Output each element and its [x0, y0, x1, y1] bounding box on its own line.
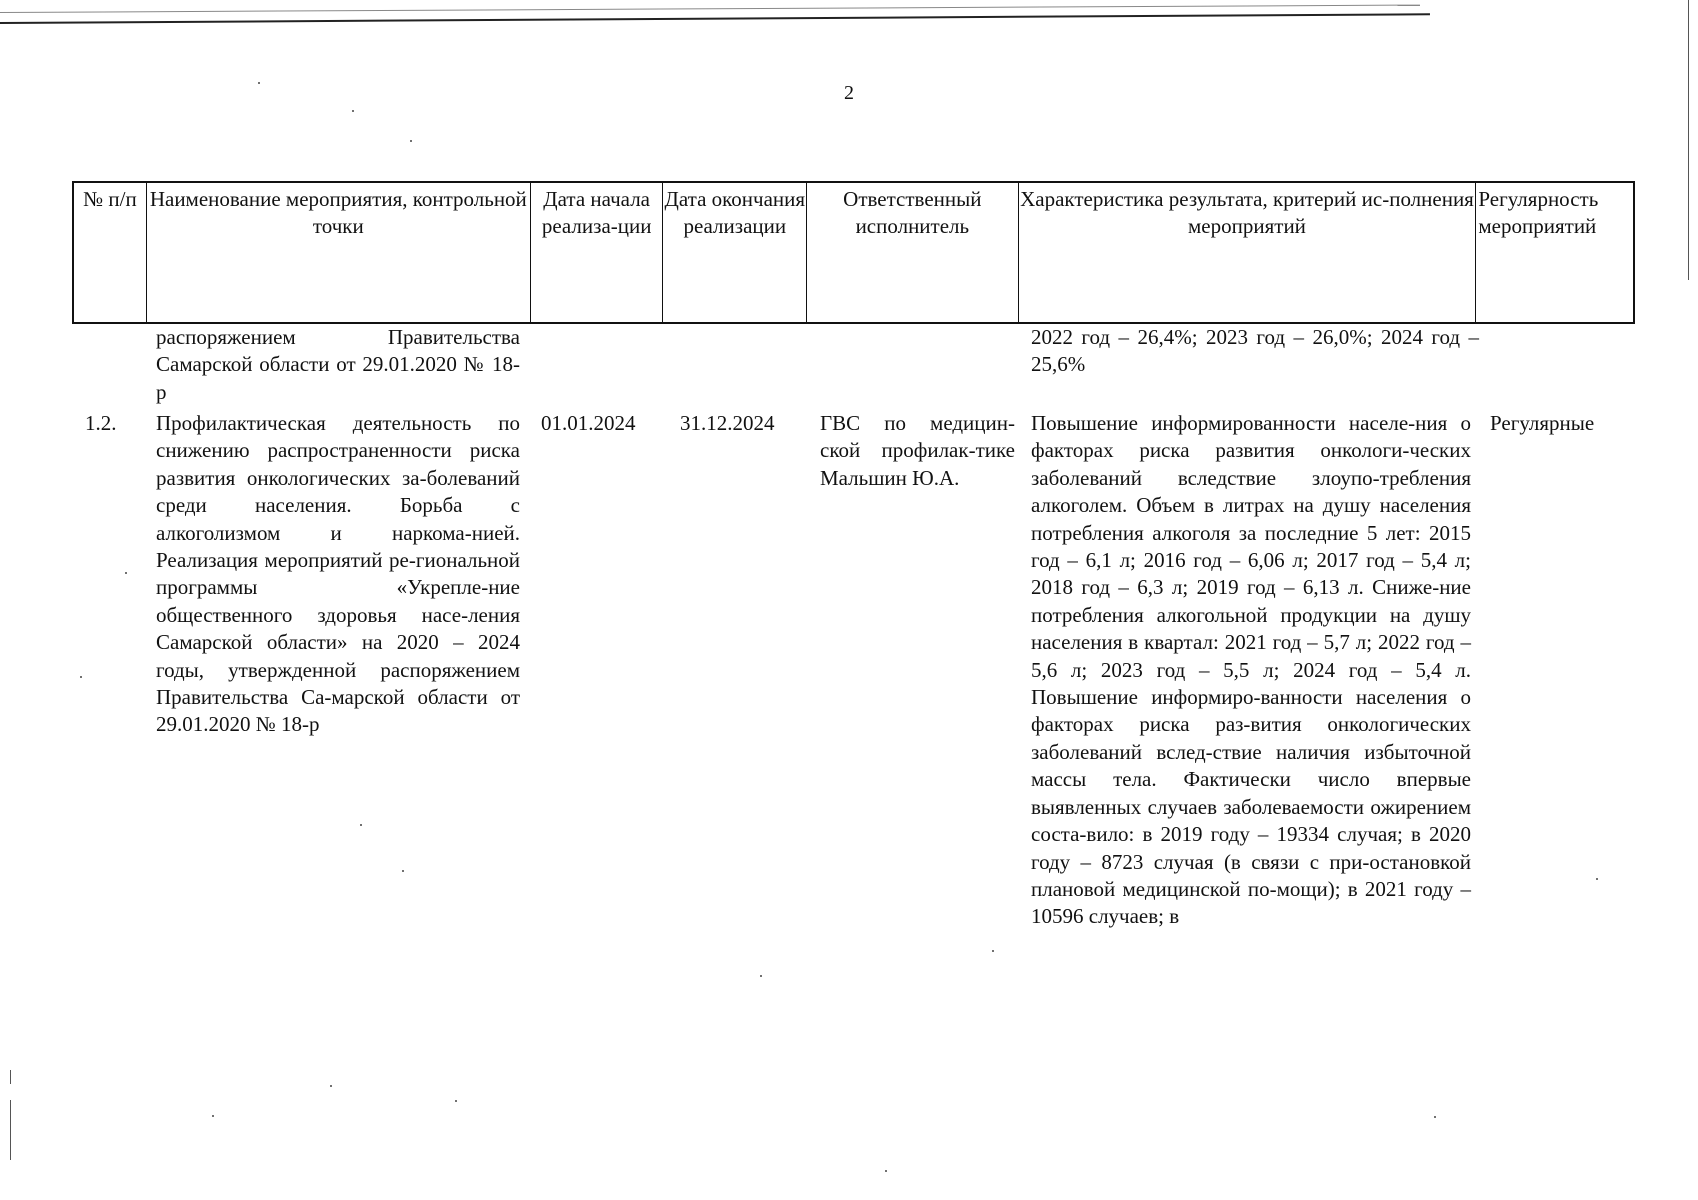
scan-speck: [885, 1170, 887, 1172]
scan-speck: [80, 676, 82, 678]
page-number: 2: [844, 82, 854, 104]
scan-artifact-line: [10, 1100, 11, 1160]
row-regularity-cell: Регулярные: [1490, 411, 1595, 435]
scan-speck: [410, 140, 412, 142]
scan-speck: [352, 110, 354, 112]
header-start-date: Дата начала реализа-ции: [531, 183, 664, 322]
scan-speck: [258, 82, 260, 84]
scan-speck: [992, 950, 994, 952]
continuation-characteristic-cell: 2022 год – 26,4%; 2023 год – 26,0%; 2024 год – 25,6%: [1031, 325, 1479, 377]
scan-artifact-line: [10, 1070, 11, 1084]
scan-artifact-line: [0, 13, 1430, 24]
scan-speck: [1596, 878, 1598, 880]
scan-speck: [212, 1115, 214, 1117]
scan-speck: [360, 824, 362, 826]
scan-speck: [455, 1100, 457, 1102]
header-responsible: Ответственный исполнитель: [807, 183, 1018, 322]
row-responsible-cell: ГВС по медицин-ской профилак-тике Мальшин Ю.А.: [820, 411, 1015, 490]
scan-artifact-line: [0, 5, 1420, 13]
scan-artifact-line: [1688, 0, 1689, 280]
scan-speck: [760, 975, 762, 977]
header-name: Наименование мероприятия, контрольной точки: [147, 183, 531, 322]
row-start-date: 01.01.2024: [541, 411, 636, 435]
row-name-cell: Профилактическая деятельность по снижению распространенности риска развития онкологических за-болеваний среди населения. Борьба с алкоголизмом и наркома-нией. Реализация мероприятий ре-гиональной программы «Укрепле-ние общественного здоровья насе-ления Самарской области» на 2020 – 2024 годы, утвержденной распоряжением Правительства Са-марской области от 29.01.2020 № 18-р: [156, 411, 520, 737]
continuation-name-cell: распоряжением Правительства Самарской области от 29.01.2020 № 18-р: [156, 325, 520, 404]
header-regularity: Регулярность мероприятий: [1478, 187, 1599, 238]
header-end-date: Дата окончания реализации: [663, 183, 807, 322]
row-characteristic-cell: Повышение информированности населе-ния о факторах риска развития онкологи-ческих заболеваний вследствие злоупо-требления алкоголем. Объем в литрах на душу населения потребления алкоголя за последние 5 лет: 2015 год – 6,1 л; 2016 год – 6,06 л; 2017 год – 5,4 л; 2018 год – 6,3 л; 2019 год – 6,13 л. Сниже-ние потребления алкогольной продукции на душу населения в квартал: 2021 год – 5,7 л; 2022 год – 5,6 л; 2023 год – 5,5 л; 2024 год – 5,4 л. Повышение информиро-ванности населения о факторах риска раз-вития онкологических заболеваний вслед-ствие наличия избыточной массы тела. Фактически число впервые выявленных случаев заболеваемости ожирением соста-вило: в 2019 году – 19334 случая; в 2020 году – 8723 случая (в связи с при-остановкой плановой медицинской по-мощи); в 2021 году – 10596 случаев; в: [1031, 411, 1471, 929]
table-header: [72, 181, 1635, 324]
scan-speck: [402, 870, 404, 872]
header-characteristic: Характеристика результата, критерий ис-полнения мероприятий: [1019, 183, 1477, 322]
header-num: № п/п: [74, 183, 147, 322]
row-number: 1.2.: [85, 411, 117, 435]
scan-speck: [330, 1085, 332, 1087]
row-end-date: 31.12.2024: [680, 411, 775, 435]
scan-speck: [1434, 1116, 1436, 1118]
scan-speck: [125, 572, 127, 574]
